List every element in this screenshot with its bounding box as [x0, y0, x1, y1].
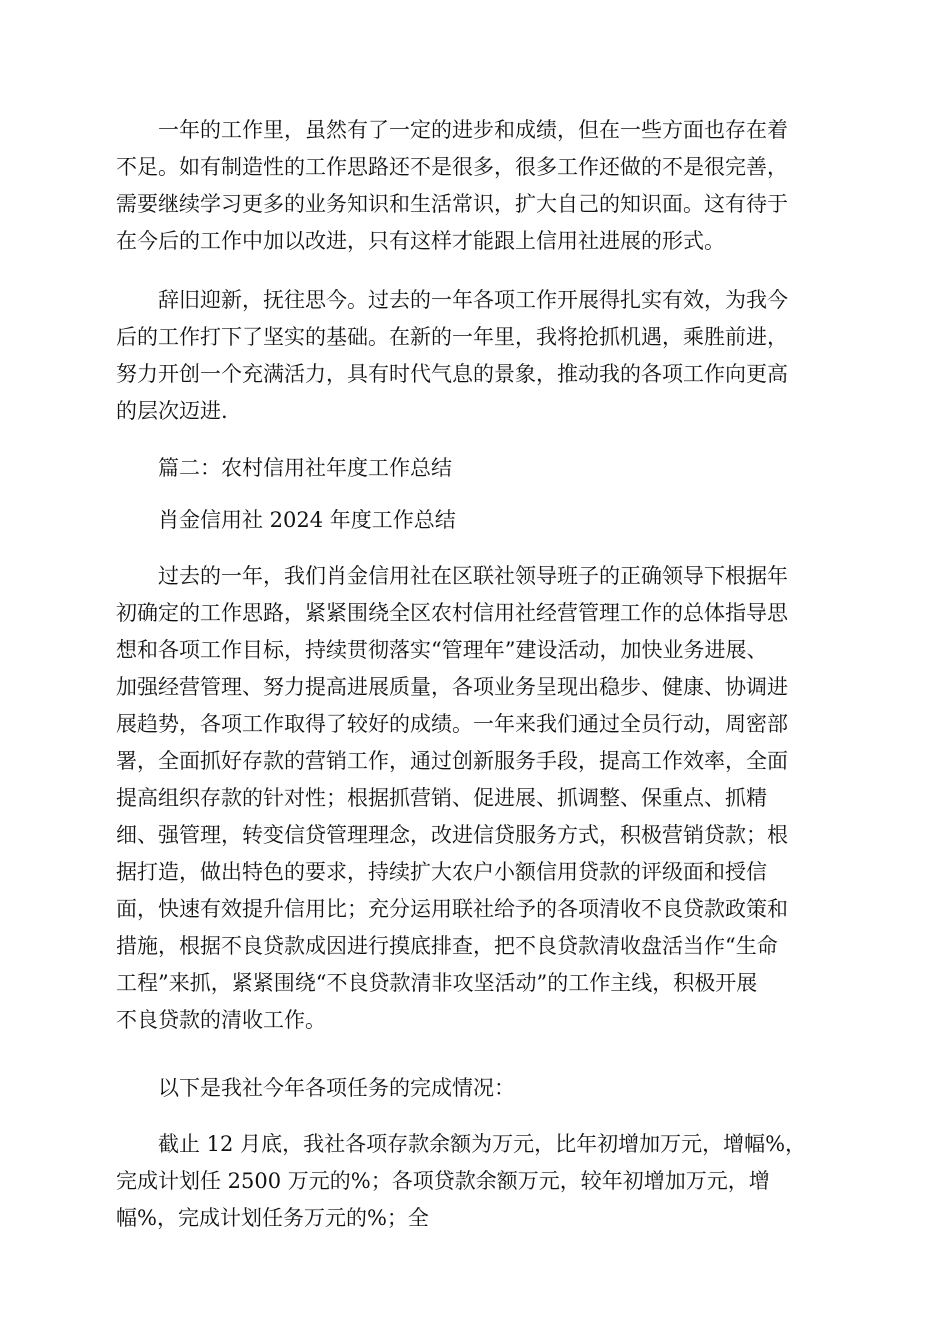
section-heading	[116, 450, 836, 487]
paragraph-annual-review	[116, 558, 836, 1039]
paragraph-task-intro	[116, 1070, 836, 1107]
paragraph-line: 一年的工作里，虽然有了一定的进步和成绩，但在一些方面也存在着	[158, 118, 788, 142]
paragraph-line: 后的工作打下了坚实的基础。在新的一年里，我将抢抓机遇，乘胜前进，	[116, 325, 788, 349]
paragraph-line: 不足。如有制造性的工作思路还不是很多，很多工作还做的不是很完善，	[116, 155, 788, 179]
subtitle-text: 肖金信用社 2024 年度工作总结	[158, 508, 456, 532]
paragraph-line: 措施，根据不良贷款成因进行摸底排查，把不良贷款清收盘活当作“生命	[116, 934, 778, 958]
paragraph-line: 截止 12 月底，我社各项存款余额为万元，比年初增加万元，增幅%，	[158, 1132, 807, 1156]
paragraph-line: 幅%，完成计划任务万元的%；全	[116, 1206, 429, 1230]
paragraph-line: 据打造，做出特色的要求，持续扩大农户小额信用贷款的评级面和授信	[116, 860, 767, 884]
paragraph-line: 辞旧迎新，抚往思今。过去的一年各项工作开展得扎实有效，为我今	[158, 288, 788, 312]
document-subtitle	[116, 502, 836, 539]
paragraph-shortcomings	[116, 112, 836, 260]
paragraph-line: 面，快速有效提升信用比；充分运用联社给予的各项清收不良贷款政策和	[116, 897, 788, 921]
paragraph-line: 需要继续学习更多的业务知识和生活常识，扩大自己的知识面。这有待于	[116, 192, 788, 216]
paragraph-line: 以下是我社今年各项任务的完成情况：	[158, 1076, 515, 1100]
paragraph-line: 加强经营管理、努力提高进展质量，各项业务呈现出稳步、健康、协调进	[116, 675, 788, 699]
section-title: 篇二：农村信用社年度工作总结	[158, 456, 452, 480]
paragraph-line: 想和各项工作目标，持续贯彻落实“管理年”建设活动，加快业务进展、	[116, 638, 768, 662]
paragraph-line: 初确定的工作思路，紧紧围绕全区农村信用社经营管理工作的总体指导思	[116, 601, 788, 625]
paragraph-line: 过去的一年，我们肖金信用社在区联社领导班子的正确领导下根据年	[158, 564, 788, 588]
paragraph-line: 的层次迈进.	[116, 399, 228, 423]
paragraph-task-figures	[116, 1126, 836, 1237]
paragraph-line: 在今后的工作中加以改进，只有这样才能跟上信用社进展的形式。	[116, 229, 725, 253]
paragraph-line: 工程”来抓，紧紧围绕“不良贷款清非攻坚活动”的工作主线，积极开展	[116, 971, 758, 995]
paragraph-line: 提高组织存款的针对性；根据抓营销、促进展、抓调整、保重点、抓精	[116, 786, 767, 810]
paragraph-line: 不良贷款的清收工作。	[116, 1008, 326, 1032]
paragraph-line: 努力开创一个充满活力，具有时代气息的景象，推动我的各项工作向更高	[116, 362, 788, 386]
paragraph-line: 署，全面抓好存款的营销工作，通过创新服务手段，提高工作效率，全面	[116, 749, 788, 773]
paragraph-line: 完成计划任 2500 万元的%；各项贷款余额万元，较年初增加万元，增	[116, 1169, 770, 1193]
paragraph-looking-forward	[116, 282, 836, 430]
paragraph-line: 细、强管理，转变信贷管理理念，改进信贷服务方式，积极营销贷款；根	[116, 823, 788, 847]
paragraph-line: 展趋势，各项工作取得了较好的成绩。一年来我们通过全员行动，周密部	[116, 712, 788, 736]
